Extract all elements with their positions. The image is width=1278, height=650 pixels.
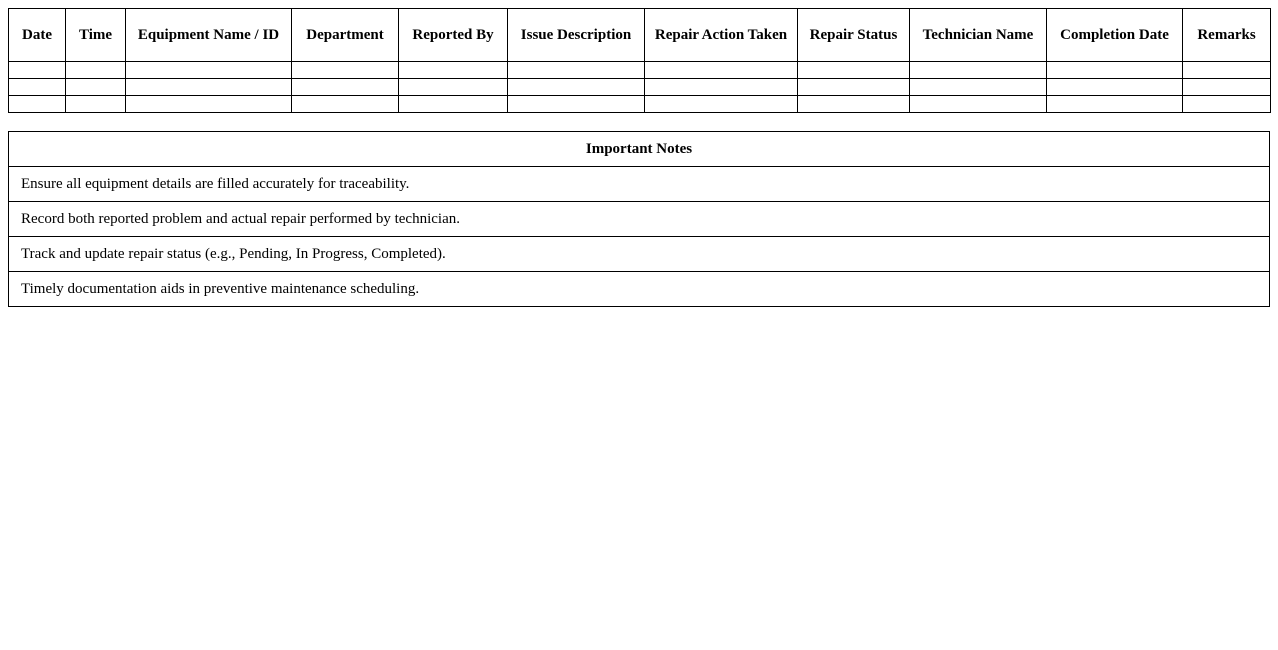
column-header-reported-by: Reported By (399, 9, 508, 62)
important-notes-table (8, 131, 1270, 307)
notes-title: Important Notes (9, 132, 1270, 167)
table-cell[interactable] (1047, 79, 1183, 96)
note-item: Ensure all equipment details are filled accurately for traceability. (9, 167, 1270, 202)
table-cell[interactable] (508, 79, 645, 96)
table-cell[interactable] (508, 96, 645, 113)
table-cell[interactable] (1047, 62, 1183, 79)
table-cell[interactable] (645, 96, 798, 113)
table-cell[interactable] (126, 62, 292, 79)
column-header-remarks: Remarks (1183, 9, 1271, 62)
table-cell[interactable] (399, 96, 508, 113)
note-item: Record both reported problem and actual repair performed by technician. (9, 202, 1270, 237)
column-header-department: Department (292, 9, 399, 62)
table-cell[interactable] (508, 62, 645, 79)
table-cell[interactable] (798, 62, 910, 79)
table-cell[interactable] (126, 96, 292, 113)
table-cell[interactable] (910, 79, 1047, 96)
table-cell[interactable] (9, 62, 66, 79)
repair-log-table (8, 8, 1271, 113)
table-cell[interactable] (910, 96, 1047, 113)
column-header-equipment: Equipment Name / ID (126, 9, 292, 62)
table-cell[interactable] (292, 62, 399, 79)
table-row (9, 62, 1271, 79)
table-row (9, 79, 1271, 96)
table-cell[interactable] (399, 79, 508, 96)
column-header-repair-status: Repair Status (798, 9, 910, 62)
table-cell[interactable] (798, 96, 910, 113)
table-row (9, 96, 1271, 113)
table-cell[interactable] (9, 79, 66, 96)
table-cell[interactable] (292, 96, 399, 113)
log-table-body (9, 62, 1271, 113)
table-cell[interactable] (126, 79, 292, 96)
table-cell[interactable] (9, 96, 66, 113)
table-cell[interactable] (798, 79, 910, 96)
table-cell[interactable] (1183, 62, 1271, 79)
table-cell[interactable] (910, 62, 1047, 79)
note-item: Track and update repair status (e.g., Pending, In Progress, Completed). (9, 237, 1270, 272)
column-header-technician: Technician Name (910, 9, 1047, 62)
table-cell[interactable] (292, 79, 399, 96)
note-item: Timely documentation aids in preventive maintenance scheduling. (9, 272, 1270, 307)
header-row (9, 9, 1271, 62)
column-header-date: Date (9, 9, 66, 62)
column-header-time: Time (66, 9, 126, 62)
table-cell[interactable] (399, 62, 508, 79)
table-cell[interactable] (1047, 96, 1183, 113)
column-header-issue-description: Issue Description (508, 9, 645, 62)
column-header-repair-action: Repair Action Taken (645, 9, 798, 62)
table-cell[interactable] (1183, 96, 1271, 113)
table-cell[interactable] (645, 62, 798, 79)
page (8, 8, 1270, 307)
column-header-completion-date: Completion Date (1047, 9, 1183, 62)
table-cell[interactable] (66, 79, 126, 96)
table-cell[interactable] (1183, 79, 1271, 96)
table-cell[interactable] (66, 62, 126, 79)
table-cell[interactable] (645, 79, 798, 96)
table-cell[interactable] (66, 96, 126, 113)
